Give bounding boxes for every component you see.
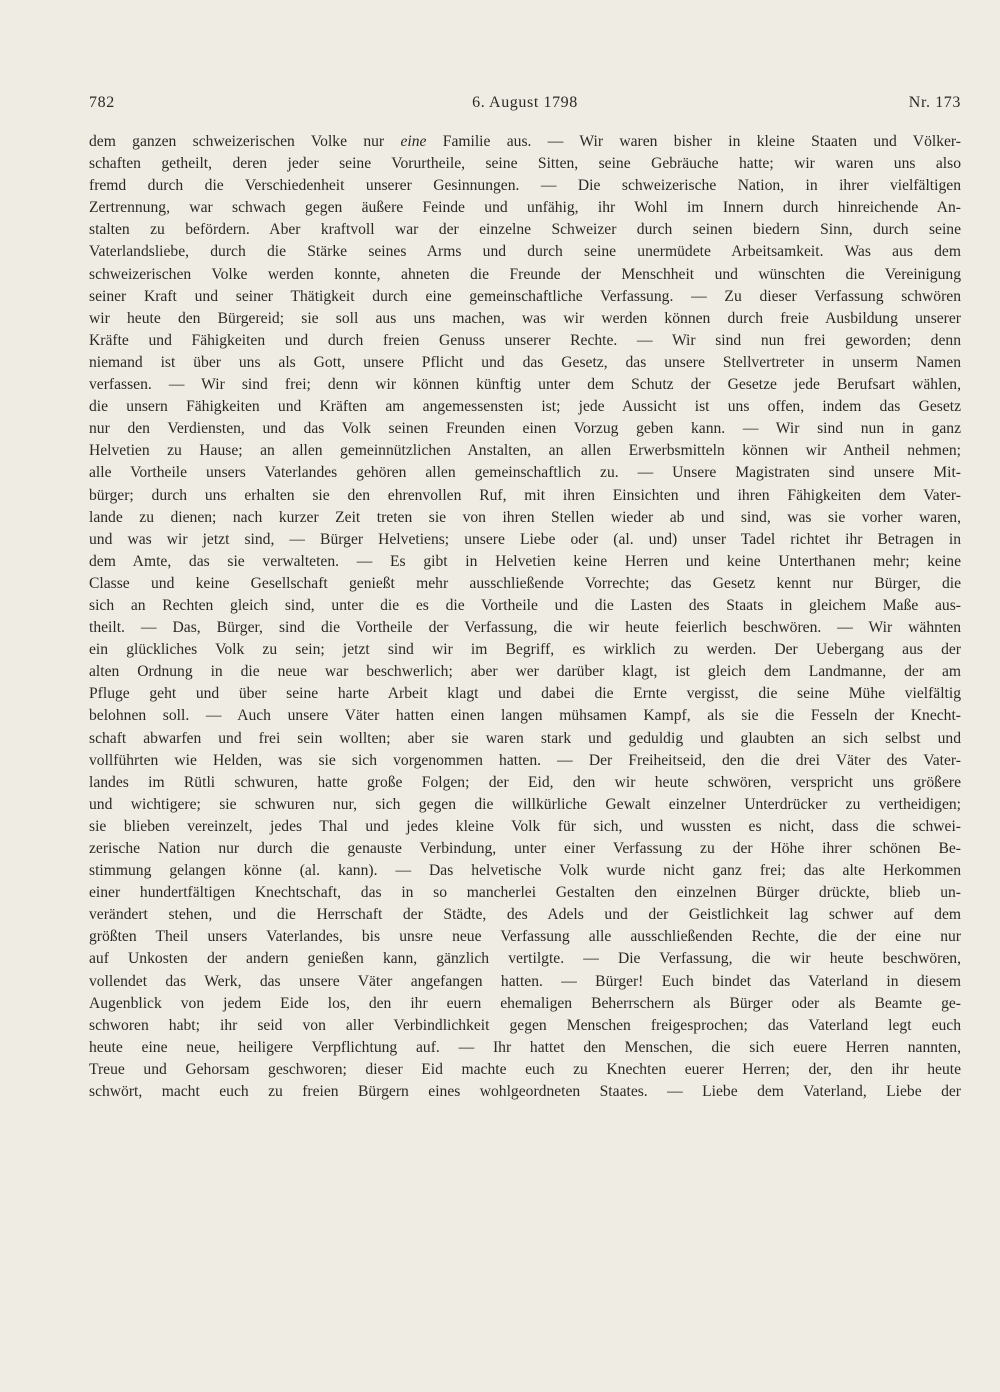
text-line-segment: die unsern Fähigkeiten und Kräften am angemessensten ist; jede Aussicht ist uns offen, indem das Gesetz [89,398,961,416]
text-line [89,728,961,750]
text-line-segment: schaft abwarfen und frei sein wollten; aber sie waren stark und geduldig und glaubten an sich selbst und [89,729,961,747]
text-line-segment: dem Amte, das sie verwalteten. — Es gibt in Helvetien keine Herren und keine Unterthanen mehr; keine [89,552,961,570]
text-line [89,529,961,551]
text-line [89,1015,961,1037]
text-line-segment: fremd durch die Verschiedenheit unserer Gesinnungen. — Die schweizerische Nation, in ihrer vielfältigen [89,177,961,195]
text-line-segment: lande zu dienen; nach kurzer Zeit treten sie von ihren Stellen wieder ab und sind, was sie vorher waren, [89,508,961,526]
text-line-segment: größten Theil unsers Vaterlandes, bis unsre neue Verfassung alle ausschließenden Rechte, die der eine nur [89,928,961,946]
text-line [89,683,961,705]
text-line [89,485,961,507]
page-header [89,94,961,120]
text-line-segment: auf Unkosten der andern genießen kann, gänzlich vertilgte. — Die Verfassung, die wir heute beschwören, [89,950,961,968]
text-line [89,264,961,286]
text-line [89,772,961,794]
text-line-segment: sie blieben vereinzelt, jedes Thal und jedes kleine Volk für sich, und wussten es nicht, dass die schwei- [89,817,961,835]
text-line [89,396,961,418]
text-line [89,860,961,882]
text-line-segment: und was wir jetzt sind, — Bürger Helvetiens; unsere Liebe oder (al. und) unser Tadel richtet ihr Betragen in [89,530,961,548]
text-line [89,617,961,639]
text-line [89,352,961,374]
text-line-segment: alle Vortheile unsers Vaterlandes gehören allen gemeinschaftlich zu. — Unsere Magistraten sind unsere Mit- [89,464,961,482]
text-line [89,661,961,683]
body-text [89,131,961,1103]
text-line [89,462,961,484]
text-line-segment: schaften getheilt, deren jeder seine Vorurtheile, seine Sitten, seine Gebräuche hatte; wir waren uns also [89,155,961,173]
text-line-segment: verändert stehen, und die Herrschaft der Städte, des Adels und der Geistlichkeit lag schwer auf dem [89,906,961,924]
text-line [89,904,961,926]
text-line [89,440,961,462]
text-line-segment: ein glückliches Volk zu sein; jetzt sind wir im Begriff, es wirklich zu werden. Der Uebergang aus der [89,641,961,659]
text-line [89,507,961,529]
document-number: Nr. 173 [908,94,961,111]
text-line-segment: bürger; durch uns erhalten sie den ehrenvollen Ruf, mit ihren Einsichten und ihren Fähigkeiten dem Vater- [89,486,961,504]
text-line [89,816,961,838]
text-line-segment: nur den Verdiensten, und das Volk seinen Freunden einen Vorzug geben kann. — Wir sind nun in ganz [89,420,961,438]
text-line-segment: Classe und keine Gesellschaft genießt mehr ausschließende Vorrechte; das Gesetz kennt nur Bürger, die [89,574,961,592]
text-line [89,308,961,330]
header-date: 6. August 1798 [472,94,578,111]
text-line-segment: landes im Rütli schwuren, hatte große Folgen; der Eid, den wir heute schwören, verspricht uns größere [89,773,961,791]
text-line [89,219,961,241]
text-line-segment: vollführten wie Helden, was sie sich vorgenommen hatten. — Der Freiheitseid, den die drei Väter des Vater- [89,751,961,769]
text-line [89,705,961,727]
text-line [89,993,961,1015]
text-line [89,573,961,595]
text-line [89,153,961,175]
text-line-segment: schwört, macht euch zu freien Bürgern eines wohlgeordneten Staates. — Liebe dem Vaterland, Liebe der [89,1083,961,1101]
text-line [89,1037,961,1059]
text-line [89,971,961,993]
text-line-segment: Kräfte und Fähigkeiten und durch freien Genuss unserer Rechte. — Wir sind nun frei geworden; denn [89,331,961,349]
text-line [89,418,961,440]
text-line [89,197,961,219]
text-line-segment: wir heute den Bürgereid; sie soll aus uns machen, was wir werden können durch freie Ausbildung unserer [89,309,961,327]
text-line [89,838,961,860]
text-line-segment: Zertrennung, war schwach gegen äußere Feinde und unfähig, ihr Wohl im Innern durch hinreichende An- [89,199,961,217]
text-line [89,794,961,816]
text-line-segment: zerische Nation nur durch die genauste Verbindung, unter einer Verfassung zu der Höhe ihrer schönen Be- [89,840,961,857]
text-line [89,551,961,573]
text-line-segment: schworen habt; ihr seid von aller Verbindlichkeit gegen Menschen freigesprochen; das Vaterland legt euch [89,1016,961,1034]
text-line-segment: einer hundertfältigen Knechtschaft, das in so mancherlei Gestalten den einzelnen Bürger drückte, blieb un- [89,884,961,902]
text-line [89,926,961,948]
text-line [89,948,961,970]
text-line-segment: stimmung gelangen könne (al. kann). — Das helvetische Volk wurde nicht ganz frei; das alte Herkommen [89,862,961,880]
text-line-segment: dem ganzen schweizerischen Volke nur [89,133,401,150]
text-line-segment: vollendet das Werk, das unsere Väter angefangen hatten. — Bürger! Euch bindet das Vaterland in diesem [89,972,961,990]
text-line-segment: alten Ordnung in die neue war beschwerlich; aber wer darüber klagt, ist gleich dem Landmanne, der am [89,663,961,681]
page-number: 782 [89,94,115,111]
text-line-segment: stalten zu befördern. Aber kraftvoll war der einzelne Schweizer durch seinen biedern Sinn, durch seine [89,221,961,239]
text-line-segment: belohnen soll. — Auch unsere Väter hatten einen langen mühsamen Kampf, als sie die Fesseln der Knecht- [89,707,961,725]
text-line [89,374,961,396]
text-line-segment: sich an Rechten gleich sind, unter die es die Vortheile und die Lasten des Staats in gleichem Maße aus- [89,596,961,614]
text-line [89,750,961,772]
text-line [89,595,961,617]
text-line [89,241,961,263]
text-line-segment: theilt. — Das, Bürger, sind die Vortheile der Verfassung, die wir heute feierlich beschwören. — Wir wähnten [89,619,961,637]
text-line [89,286,961,308]
emphasized-word: eine [400,133,427,150]
text-line [89,175,961,197]
text-line-segment: seiner Kraft und seiner Thätigkeit durch eine gemeinschaftliche Verfassung. — Zu dieser Verfassung schwören [89,287,961,305]
text-line [89,882,961,904]
text-line-segment: heute eine neue, heiligere Verpflichtung auf. — Ihr hattet den Menschen, die sich euere Herren nannten, [89,1038,961,1056]
text-line-segment: Familie aus. — Wir waren bisher in kleine Staaten und Völker- [426,133,961,150]
text-line-segment: verfassen. — Wir sind frei; denn wir können künftig unter dem Schutz der Gesetze jede Berufsart wählen, [89,376,961,394]
text-line [89,639,961,661]
text-line [89,330,961,352]
text-line [89,1081,961,1103]
text-line-segment: Helvetien zu Hause; an allen gemeinnützlichen Anstalten, an allen Erwerbsmitteln können wir Antheil nehmen; [89,442,961,460]
text-line-segment: und wichtigere; sie schwuren nur, sich gegen die willkürliche Gewalt einzelner Unterdrücker zu vertheidigen; [89,795,961,813]
text-line [89,1059,961,1081]
text-line-segment: Treue und Gehorsam geschworen; dieser Eid machte euch zu Knechten euerer Herren; der, den ihr heute [89,1060,961,1078]
text-line-segment: Pfluge geht und über seine harte Arbeit klagt und dabei die Ernte vergisst, die seine Mühe vielfältig [89,685,961,703]
text-line-segment: Augenblick von jedem Eide los, den ihr euern ehemaligen Beherrschern als Bürger oder als Beamte ge- [89,994,961,1012]
text-line [89,131,961,153]
text-line-segment: Vaterlandsliebe, durch die Stärke seines Arms und durch seine unermüdete Arbeitsamkeit. Was aus dem [89,243,961,261]
text-line-segment: niemand ist über uns als Gott, unsere Pflicht und das Gesetz, das unsere Stellvertreter in unserm Namen [89,353,961,371]
text-line-segment: schweizerischen Volke werden konnte, ahneten die Freunde der Menschheit und wünschten die Vereinigung [89,265,961,283]
